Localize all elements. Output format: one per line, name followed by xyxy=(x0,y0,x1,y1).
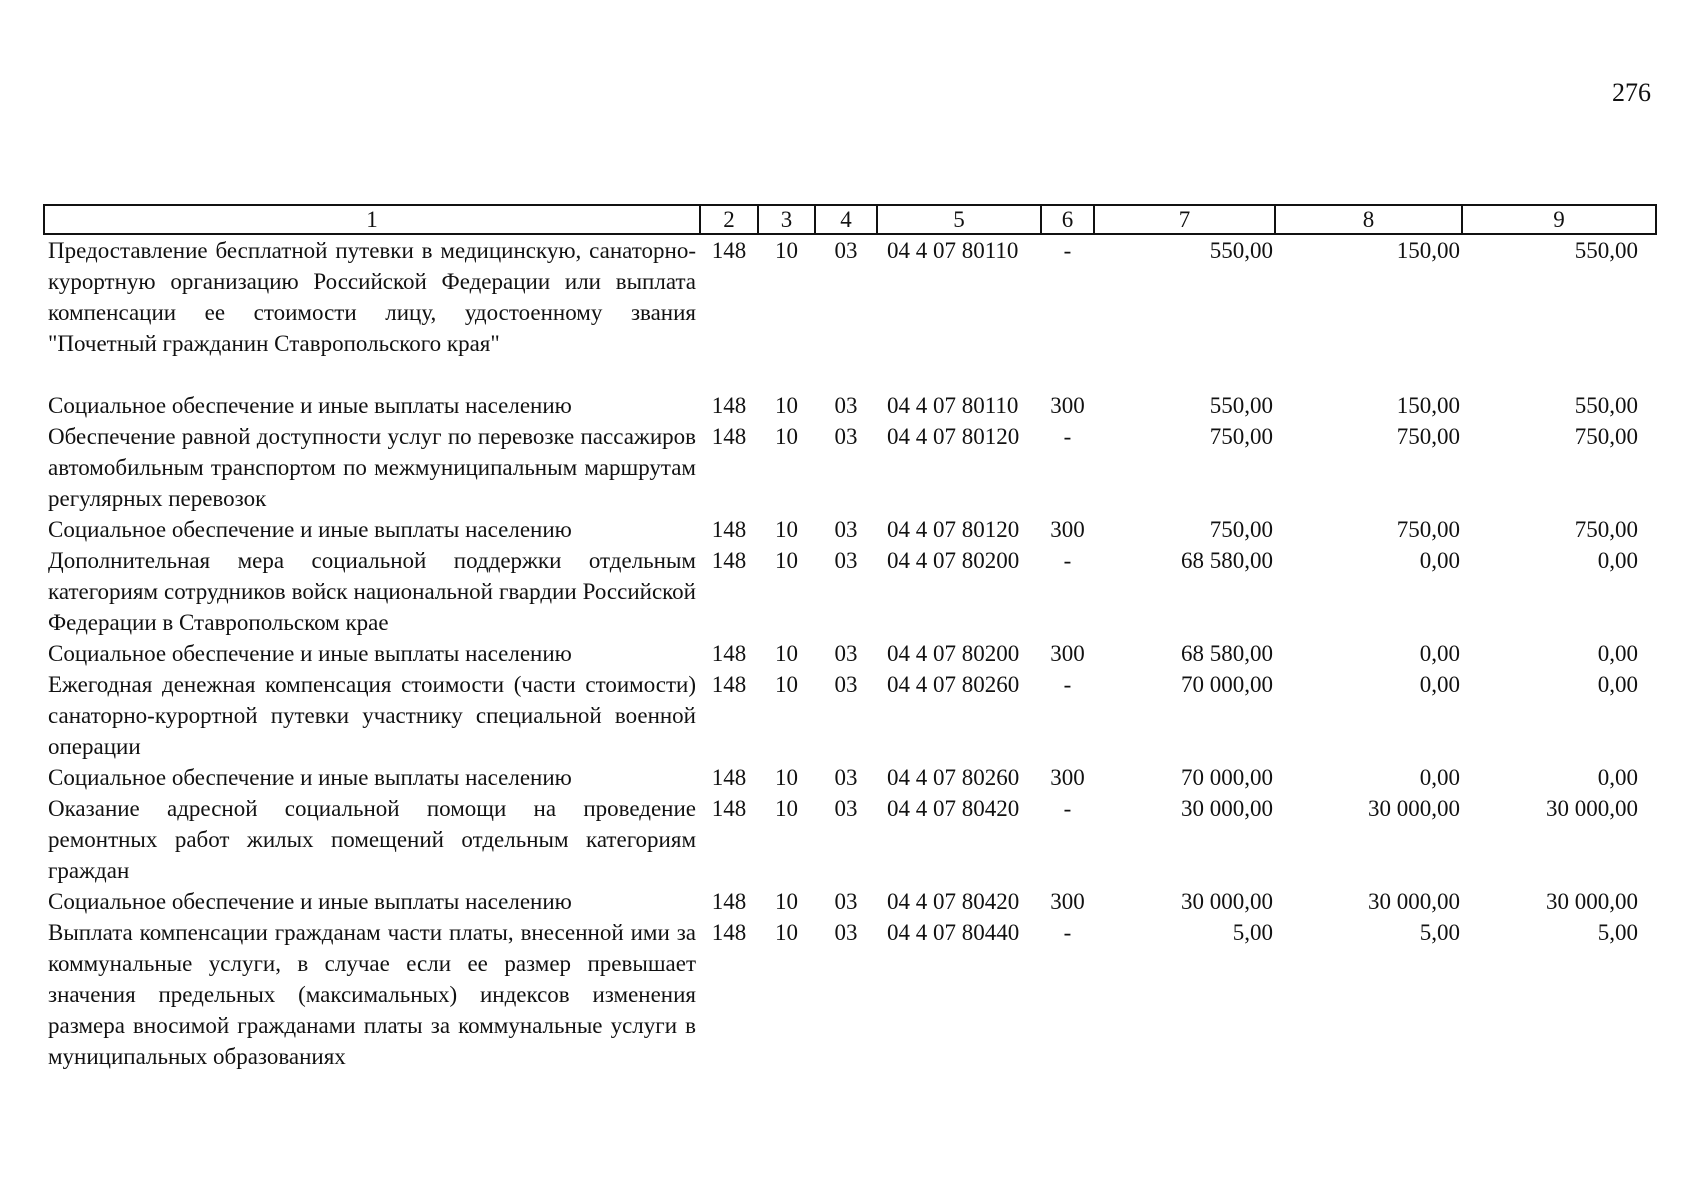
row-amount-col9: 750,00 xyxy=(1574,517,1638,542)
row-target-article: 04 4 07 80420 xyxy=(887,796,1020,821)
table-body xyxy=(44,234,1656,1072)
row-subsection: 03 xyxy=(834,641,858,666)
row-target-article: 04 4 07 80110 xyxy=(887,238,1019,263)
row-subsection: 03 xyxy=(834,796,858,821)
row-target-article: 04 4 07 80110 xyxy=(887,393,1019,418)
column-header: 4 xyxy=(815,205,877,234)
row-subsection: 03 xyxy=(834,238,858,263)
row-target-article: 04 4 07 80200 xyxy=(887,548,1020,573)
row-amount-col7: 68 580,00 xyxy=(1181,641,1273,666)
row-subsection: 03 xyxy=(834,765,858,790)
row-amount-col7: 68 580,00 xyxy=(1181,548,1273,573)
row-section: 10 xyxy=(775,765,798,790)
row-grbs: 148 xyxy=(711,765,747,790)
row-grbs: 148 xyxy=(711,641,747,666)
row-section: 10 xyxy=(775,920,798,945)
column-header: 2 xyxy=(700,205,758,234)
column-header: 3 xyxy=(758,205,815,234)
row-expense-type: - xyxy=(1063,424,1072,449)
table-row xyxy=(44,390,1656,421)
row-expense-type: 300 xyxy=(1050,641,1085,666)
row-name: Ежегодная денежная компенсация стоимости (части стоимости) санаторно-курортной путевки участнику специальной военной операции xyxy=(48,672,696,759)
column-header: 8 xyxy=(1275,205,1462,234)
row-target-article: 04 4 07 80260 xyxy=(887,672,1020,697)
row-amount-col8: 30 000,00 xyxy=(1368,889,1460,914)
row-amount-col9: 30 000,00 xyxy=(1546,796,1638,821)
column-header: 6 xyxy=(1041,205,1094,234)
table-row xyxy=(44,669,1656,762)
row-amount-col9: 0,00 xyxy=(1597,672,1638,697)
row-section: 10 xyxy=(775,517,798,542)
row-amount-col8: 150,00 xyxy=(1396,238,1460,263)
row-subsection: 03 xyxy=(834,920,858,945)
row-amount-col8: 0,00 xyxy=(1419,548,1460,573)
table-row xyxy=(44,514,1656,545)
row-amount-col8: 30 000,00 xyxy=(1368,796,1460,821)
row-amount-col8: 750,00 xyxy=(1396,424,1460,449)
row-grbs: 148 xyxy=(711,393,747,418)
row-amount-col7: 550,00 xyxy=(1209,238,1273,263)
row-section: 10 xyxy=(775,641,798,666)
row-amount-col9: 0,00 xyxy=(1597,641,1638,666)
row-section: 10 xyxy=(775,424,798,449)
row-amount-col9: 30 000,00 xyxy=(1546,889,1638,914)
table-row xyxy=(44,545,1656,638)
row-subsection: 03 xyxy=(834,889,858,914)
row-amount-col7: 70 000,00 xyxy=(1181,765,1273,790)
row-subsection: 03 xyxy=(834,424,858,449)
row-name: Выплата компенсации гражданам части платы, внесенной ими за коммунальные услуги, в случае если ее размер превышает значения предельных (максимальных) индексов изменения размера вносимой гражданами платы за коммунальные услуги в муниципальных образованиях xyxy=(48,920,696,1069)
row-amount-col8: 150,00 xyxy=(1396,393,1460,418)
row-amount-col8: 750,00 xyxy=(1396,517,1460,542)
row-amount-col7: 70 000,00 xyxy=(1181,672,1273,697)
row-grbs: 148 xyxy=(711,889,747,914)
column-header: 5 xyxy=(877,205,1041,234)
row-expense-type: - xyxy=(1063,548,1072,573)
row-amount-col8: 0,00 xyxy=(1419,641,1460,666)
row-section: 10 xyxy=(775,548,798,573)
row-subsection: 03 xyxy=(834,672,858,697)
row-expense-type: 300 xyxy=(1050,517,1085,542)
row-amount-col9: 750,00 xyxy=(1574,424,1638,449)
row-grbs: 148 xyxy=(711,424,747,449)
row-expense-type: 300 xyxy=(1050,765,1085,790)
row-name: Предоставление бесплатной путевки в медицинскую, санаторно-курортную организацию Российской Федерации или выплата компенсации ее стоимости лицу, удостоенному звания "Почетный гражданин Ставропольского края" xyxy=(48,238,696,356)
row-amount-col7: 550,00 xyxy=(1209,393,1273,418)
column-header: 9 xyxy=(1462,205,1656,234)
row-target-article: 04 4 07 80200 xyxy=(887,641,1020,666)
row-grbs: 148 xyxy=(711,796,747,821)
row-amount-col8: 0,00 xyxy=(1419,765,1460,790)
page-number: 276 xyxy=(1612,78,1651,107)
row-target-article: 04 4 07 80440 xyxy=(887,920,1020,945)
table-row xyxy=(44,762,1656,793)
table-row xyxy=(44,886,1656,917)
row-subsection: 03 xyxy=(834,393,858,418)
table-row xyxy=(44,917,1656,1072)
row-expense-type: - xyxy=(1063,796,1072,821)
row-name: Социальное обеспечение и иные выплаты населению xyxy=(48,641,572,666)
row-target-article: 04 4 07 80420 xyxy=(887,889,1020,914)
row-name: Социальное обеспечение и иные выплаты населению xyxy=(48,517,572,542)
table-row xyxy=(44,421,1656,514)
row-amount-col9: 550,00 xyxy=(1574,238,1638,263)
row-amount-col9: 0,00 xyxy=(1597,765,1638,790)
column-header: 1 xyxy=(44,205,700,234)
row-amount-col8: 5,00 xyxy=(1419,920,1460,945)
row-expense-type: - xyxy=(1063,920,1072,945)
row-grbs: 148 xyxy=(711,920,747,945)
row-grbs: 148 xyxy=(711,672,747,697)
row-amount-col9: 5,00 xyxy=(1597,920,1638,945)
row-section: 10 xyxy=(775,796,798,821)
row-expense-type: - xyxy=(1063,238,1072,263)
row-section: 10 xyxy=(775,393,798,418)
row-name: Оказание адресной социальной помощи на проведение ремонтных работ жилых помещений отдельным категориям граждан xyxy=(48,796,696,883)
row-target-article: 04 4 07 80120 xyxy=(887,517,1020,542)
row-section: 10 xyxy=(775,889,798,914)
row-name: Социальное обеспечение и иные выплаты населению xyxy=(48,765,572,790)
row-grbs: 148 xyxy=(711,517,747,542)
row-amount-col8: 0,00 xyxy=(1419,672,1460,697)
table-row xyxy=(44,234,1656,390)
header-row xyxy=(44,205,1656,234)
row-amount-col7: 5,00 xyxy=(1232,920,1273,945)
budget-table xyxy=(43,204,1657,1072)
row-amount-col7: 750,00 xyxy=(1209,517,1273,542)
row-expense-type: 300 xyxy=(1050,393,1085,418)
table-row xyxy=(44,793,1656,886)
table-row xyxy=(44,638,1656,669)
row-amount-col7: 30 000,00 xyxy=(1181,796,1273,821)
row-target-article: 04 4 07 80120 xyxy=(887,424,1020,449)
column-header: 7 xyxy=(1094,205,1275,234)
row-name: Обеспечение равной доступности услуг по перевозке пассажиров автомобильным транспортом по межмуниципальным маршрутам регулярных перевозок xyxy=(48,424,696,511)
row-target-article: 04 4 07 80260 xyxy=(887,765,1020,790)
row-amount-col7: 30 000,00 xyxy=(1181,889,1273,914)
row-name: Дополнительная мера социальной поддержки отдельным категориям сотрудников войск национальной гвардии Российской Федерации в Ставропольском крае xyxy=(48,548,696,635)
row-subsection: 03 xyxy=(834,517,858,542)
row-amount-col9: 0,00 xyxy=(1597,548,1638,573)
row-amount-col9: 550,00 xyxy=(1574,393,1638,418)
row-amount-col7: 750,00 xyxy=(1209,424,1273,449)
row-section: 10 xyxy=(775,238,798,263)
row-subsection: 03 xyxy=(834,548,858,573)
row-section: 10 xyxy=(775,672,798,697)
row-name: Социальное обеспечение и иные выплаты населению xyxy=(48,393,572,418)
row-grbs: 148 xyxy=(711,548,747,573)
row-expense-type: - xyxy=(1063,672,1072,697)
row-grbs: 148 xyxy=(711,238,747,263)
row-expense-type: 300 xyxy=(1050,889,1085,914)
row-name: Социальное обеспечение и иные выплаты населению xyxy=(48,889,572,914)
